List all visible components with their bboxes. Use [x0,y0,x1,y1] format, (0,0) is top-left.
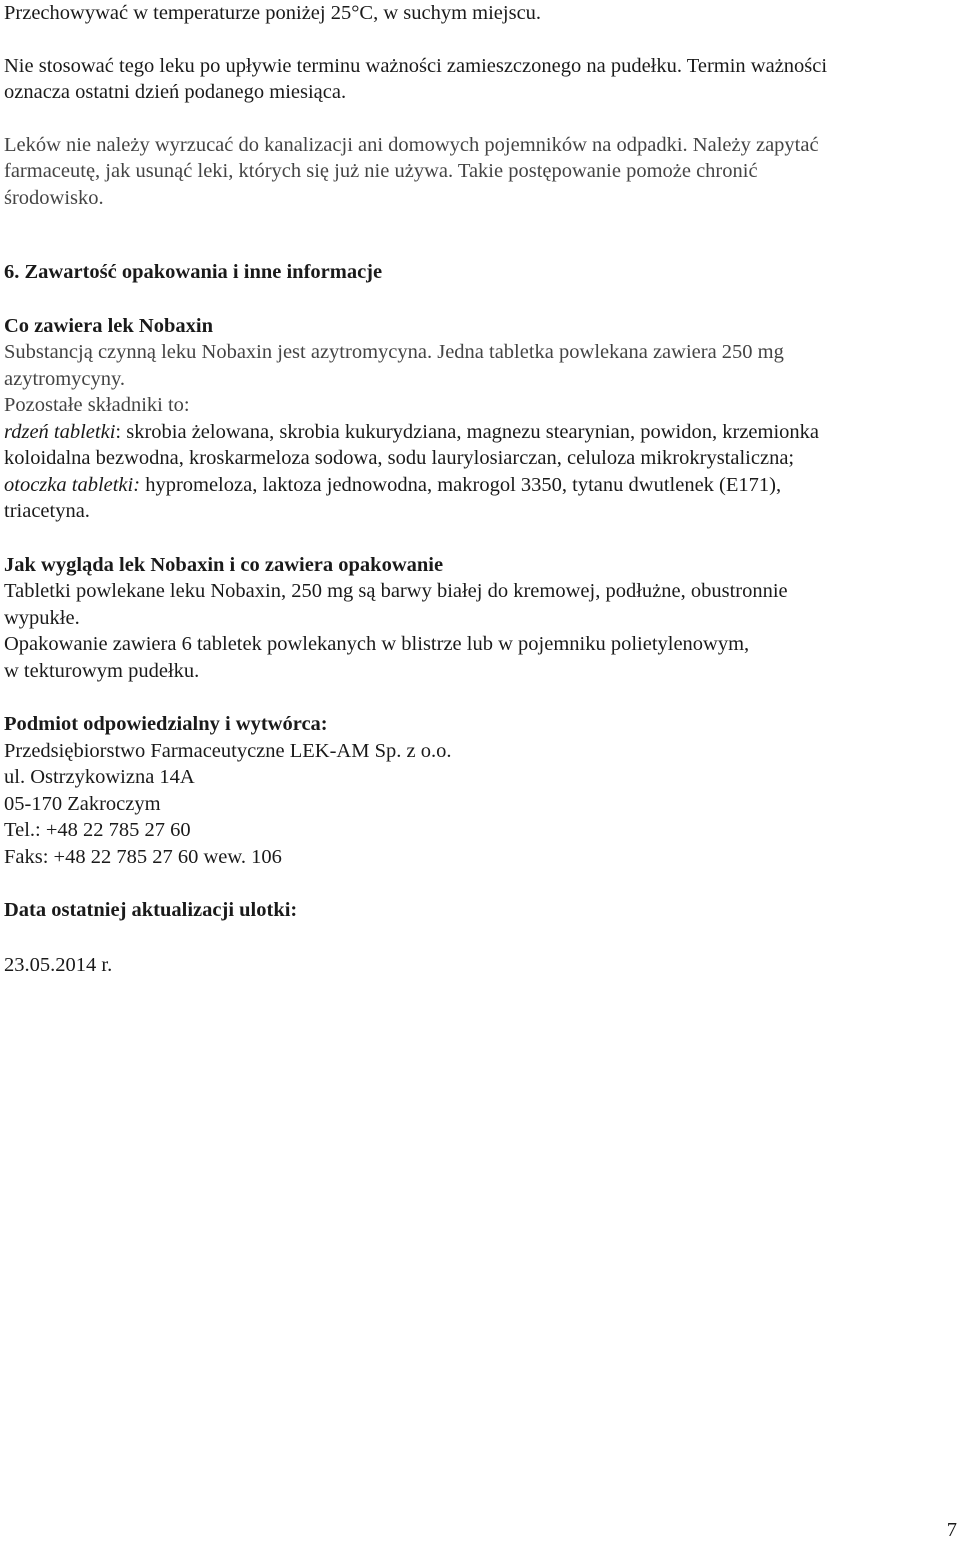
section-6-heading: 6. Zawartość opakowania i inne informacje [4,261,383,283]
core-label: rdzeń tabletki [4,420,116,443]
coating-ingredients-line-2: triacetyna. [4,500,90,522]
core-ingredients-line-1 [4,419,954,446]
appearance-heading: Jak wygląda lek Nobaxin i co zawiera opakowanie [4,553,444,576]
storage-temperature-text: Przechowywać w temperaturze poniżej 25°C, w suchym miejscu. [4,2,542,24]
expiry-line-1: Nie stosować tego leku po upływie terminu ważności zamieszczonego na pudełku. Termin ważności [4,54,828,77]
expiry-paragraph [4,53,954,106]
core-ingredients-line-2: koloidalna bezwodna, kroskarmeloza sodowa, sodu laurylosiarczan, celuloza mikrokrystaliczna; [4,447,795,469]
appearance-line-1: Tabletki powlekane leku Nobaxin, 250 mg są barwy białej do kremowej, podłużne, obustronnie [4,580,788,602]
package-line-1: Opakowanie zawiera 6 tabletek powlekanych w blistrze lub w pojemniku polietylenowym, [4,633,750,655]
disposal-paragraph [4,132,954,212]
active-substance-line-2: azytromycyny. [4,367,126,390]
other-ingredients-label: Pozostałe składniki to: [4,394,190,416]
manufacturer-block [4,738,954,871]
manufacturer-fax: Faks: +48 22 785 27 60 wew. 106 [4,845,282,868]
manufacturer-name: Przedsiębiorstwo Farmaceutyczne LEK-AM Sp. z o.o. [4,739,452,762]
manufacturer-street: ul. Ostrzykowizna 14A [4,766,195,788]
package-line-2: w tekturowym pudełku. [4,659,200,682]
disposal-line-2: farmaceutę, jak usunąć leki, których się już nie używa. Takie postępowanie pomoże chronić [4,160,758,182]
page-number: 7 [946,1519,957,1541]
core-text-1: : skrobia żelowana, skrobia kukurydziana, magnezu stearynian, powidon, krzemionka [115,420,820,443]
last-update-heading: Data ostatniej aktualizacji ulotki: [4,899,298,921]
expiry-line-2: oznacza ostatni dzień podanego miesiąca. [4,81,347,103]
composition-heading: Co zawiera lek Nobaxin [4,314,213,337]
manufacturer-heading: Podmiot odpowiedzialny i wytwórca: [4,713,328,735]
coating-label: otoczka tabletki: [4,473,141,496]
coating-ingredients-line-1 [4,472,954,499]
leaflet-page [4,0,954,978]
last-update-date: 23.05.2014 r. [4,953,113,976]
active-substance-line-1: Substancją czynną leku Nobaxin jest azytromycyna. Jedna tabletka powlekana zawiera 250 mg [4,341,784,363]
appearance-block [4,578,954,684]
composition-block [4,339,954,525]
appearance-line-2: wypukłe. [4,606,80,629]
manufacturer-city: 05-170 Zakroczym [4,792,161,815]
disposal-line-1: Leków nie należy wyrzucać do kanalizacji ani domowych pojemników na odpadki. Należy zapytać [4,133,819,156]
coating-text-1: hypromeloza, laktoza jednowodna, makrogol 3350, tytanu dwutlenek (E171), [140,473,782,496]
manufacturer-phone: Tel.: +48 22 785 27 60 [4,819,191,841]
disposal-line-3: środowisko. [4,186,104,209]
